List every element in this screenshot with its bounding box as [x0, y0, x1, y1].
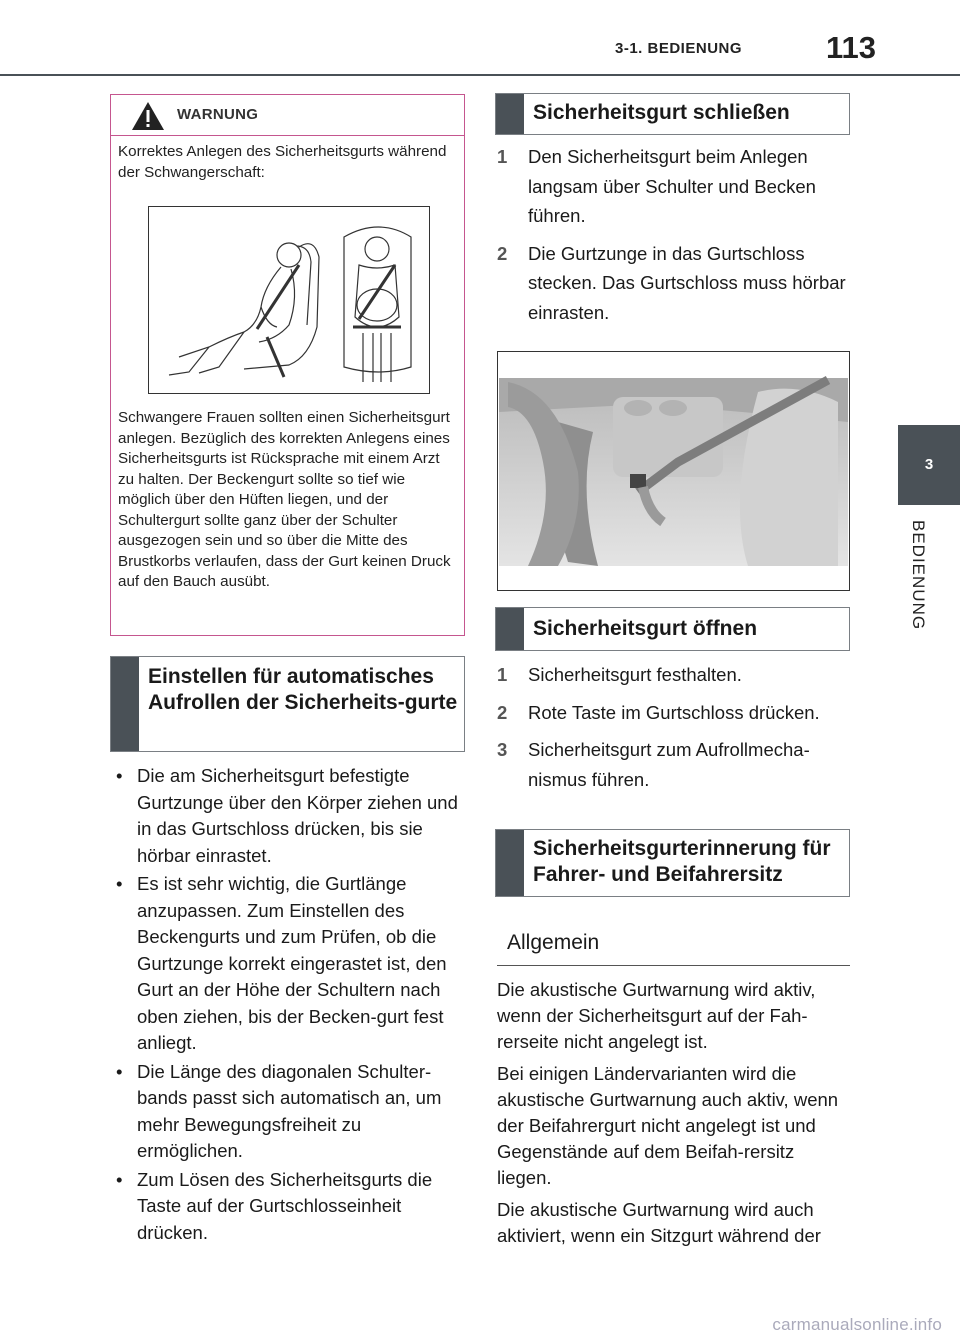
step-text: Rote Taste im Gurtschloss drücken.: [528, 701, 820, 723]
heading-tab: [496, 608, 524, 650]
list-item: • Die Länge des diagonalen Schulter-bands passt sich automatisch an, um mehr Bewegungsfreiheit zu ermöglichen.: [116, 1059, 461, 1165]
list-item: [497, 142, 847, 231]
list-item: [497, 735, 847, 794]
seatbelt-buckle-photo: [497, 351, 850, 591]
header-rule: [0, 74, 960, 76]
auto-retract-bullets: [116, 763, 461, 1248]
step-number: 1: [497, 146, 508, 167]
pregnant-seatbelt-drawing: [149, 207, 429, 393]
watermark[interactable]: carmanualsonline.info: [772, 1315, 942, 1334]
chapter-number: 3: [924, 456, 934, 473]
heading-open-belt-text: Sicherheitsgurt öffnen: [533, 617, 758, 640]
paragraph: Die akustische Gurtwarnung wird aktiv, wenn der Sicherheitsgurt auf der Fah-rerseite nicht angelegt ist.: [497, 979, 816, 1052]
chapter-title-vertical: [888, 520, 948, 650]
chapter-tab[interactable]: [898, 425, 960, 505]
heading-open-belt: [495, 607, 850, 651]
step-number: 2: [497, 242, 508, 264]
pregnant-seatbelt-illustration: [148, 206, 430, 394]
heading-auto-retract: [110, 656, 465, 752]
subheading-general: [497, 923, 850, 966]
step-number: 1: [497, 664, 508, 685]
seatbelt-buckle-image: [498, 352, 849, 590]
step-text: Den Sicherheitsgurt beim Anlegen langsam über Schulter und Becken führen.: [528, 146, 816, 226]
warning-intro: Korrektes Anlegen des Sicherheitsgurts während der Schwangerschaft:: [118, 143, 447, 181]
list-item: [497, 660, 847, 690]
step-number: 2: [497, 701, 508, 723]
paragraph: Die akustische Gurtwarnung wird auch aktiviert, wenn ein Sitzgurt während der: [497, 1199, 821, 1246]
reminder-paragraphs: [497, 977, 847, 1255]
chapter-title: BEDIENUNG: [909, 520, 928, 631]
close-belt-steps: [497, 142, 847, 335]
list-item: • Die am Sicherheitsgurt befestigte Gurtzunge über den Körper ziehen und in das Gurtschloss drücken, bis sie hörbar einrastet.: [116, 763, 461, 869]
warning-box: [110, 94, 465, 636]
list-item: [497, 698, 847, 728]
heading-belt-reminder-text: Sicherheitsgurterinnerung für Fahrer- und Beifahrersitz: [533, 837, 831, 886]
warning-title: WARNUNG: [177, 106, 259, 123]
page-number: 113: [826, 30, 877, 65]
section-label: 3-1. BEDIENUNG: [615, 40, 743, 57]
list-item: • Zum Lösen des Sicherheitsgurts die Taste auf der Gurtschlosseinheit drücken.: [116, 1167, 461, 1247]
list-item: [497, 239, 847, 328]
step-number: 3: [497, 739, 508, 760]
heading-tab: [111, 657, 139, 751]
heading-close-belt: [495, 93, 850, 135]
warning-header: [111, 95, 464, 136]
heading-auto-retract-text: Einstellen für automatisches Aufrollen der Sicherheits-gurte: [148, 665, 458, 714]
heading-belt-reminder: [495, 829, 850, 897]
step-text: Sicherheitsgurt zum Aufrollmecha-nismus führen.: [528, 739, 810, 790]
step-text: Die Gurtzunge in das Gurtschloss stecken. Das Gurtschloss muss hörbar einrasten.: [528, 242, 846, 323]
warning-body: Schwangere Frauen sollten einen Sicherheitsgurt anlegen. Bezüglich des korrekten Anlegens eines Sicherheitsgurts ist Rücksprache mit einem Arzt zu halten. Der Beckengurt sollte so tief wie möglich über den Hüften liegen, und der Schultergurt sollte ganz über der Schulter ausgezogen sein und so über die Mitte des Brustkorbs verlaufen, dass der Gurt keinen Druck auf den Bauch ausübt.: [118, 409, 451, 590]
warning-triangle-icon: [131, 101, 165, 131]
open-belt-steps: [497, 660, 847, 802]
subheading-general-text: Allgemein: [507, 931, 600, 954]
step-text: Sicherheitsgurt festhalten.: [528, 664, 742, 685]
heading-tab: [496, 94, 524, 134]
heading-tab: [496, 830, 524, 896]
paragraph: Bei einigen Ländervarianten wird die akustische Gurtwarnung auch aktiv, wenn der Beifahrergurt nicht angelegt ist und Gegenstände auf dem Beifah-rersitz liegen.: [497, 1063, 839, 1188]
heading-close-belt-text: Sicherheitsgurt schließen: [533, 101, 790, 124]
list-item: • Es ist sehr wichtig, die Gurtlänge anzupassen. Zum Einstellen des Beckengurts und zum Prüfen, ob die Gurtzunge korrekt eingerastet ist, den Gurt an der Höhe der Schultern nach oben ziehen, bis der Becken-gurt fest anliegt.: [116, 871, 461, 1057]
